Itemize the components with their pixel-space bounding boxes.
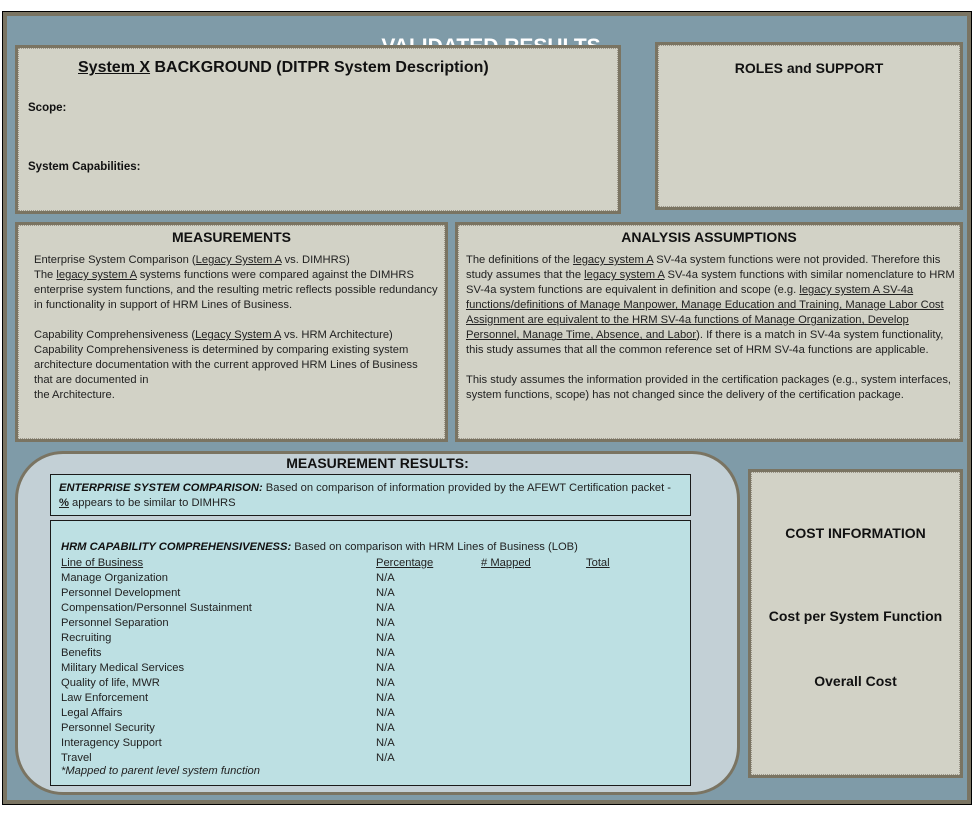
overall-cost-label: Overall Cost bbox=[814, 673, 897, 689]
analysis-assumptions-title: ANALYSIS ASSUMPTIONS bbox=[621, 229, 797, 245]
text-fragment: ). If there is a match in SV-4a system functionality, this study assumes that all the common reference set of HRM SV-4a functions are applicable. bbox=[466, 329, 944, 356]
enterprise-comparison-label: ENTERPRISE SYSTEM COMPARISON: bbox=[59, 482, 263, 494]
line-of-business-cell: Personnel Security bbox=[61, 722, 155, 734]
legacy-system-a-link: Legacy System A bbox=[195, 254, 282, 266]
table-row bbox=[61, 601, 681, 616]
text-fragment: Capability Comprehensiveness ( bbox=[34, 329, 196, 341]
measurement-results-title: MEASUREMENT RESULTS: bbox=[286, 455, 469, 471]
table-header-row bbox=[61, 556, 681, 571]
percentage-cell: N/A bbox=[376, 617, 395, 629]
line-of-business-cell: Recruiting bbox=[61, 632, 112, 644]
capability-comprehensiveness-description: Capability Comprehensiveness is determined by comparing existing system architecture documentation with the current approved HRM Lines of Business that are documented in bbox=[34, 344, 418, 386]
measurements-panel bbox=[15, 222, 448, 442]
hrm-capability-heading bbox=[61, 541, 578, 553]
text-fragment: Based on comparison of information provided by the AFEWT Certification packet - bbox=[262, 482, 672, 494]
table-row bbox=[61, 721, 681, 736]
line-of-business-cell: Personnel Separation bbox=[61, 617, 169, 629]
percentage-cell: N/A bbox=[376, 587, 395, 599]
table-row bbox=[61, 691, 681, 706]
percentage-cell: N/A bbox=[376, 737, 395, 749]
percentage-cell: N/A bbox=[376, 647, 395, 659]
text-fragment: systems functions were compared against the DIMHRS enterprise system functions, and the resulting metric reflects possible redundancy in functionality in support of HRM Lines of Business. bbox=[34, 269, 438, 311]
percentage-cell: N/A bbox=[376, 602, 395, 614]
assumptions-text bbox=[466, 253, 956, 403]
table-row bbox=[61, 736, 681, 751]
table-row bbox=[61, 676, 681, 691]
percentage-cell: N/A bbox=[376, 677, 395, 689]
line-of-business-cell: Personnel Development bbox=[61, 587, 181, 599]
percentage-cell: N/A bbox=[376, 722, 395, 734]
background-panel bbox=[15, 45, 621, 214]
enterprise-comparison-heading bbox=[34, 253, 444, 268]
line-of-business-cell: Travel bbox=[61, 752, 92, 764]
line-of-business-cell: Military Medical Services bbox=[61, 662, 185, 674]
text-fragment: The bbox=[34, 269, 57, 281]
roles-support-panel bbox=[655, 42, 963, 210]
cost-per-system-function-label: Cost per System Function bbox=[768, 608, 943, 624]
scope-label: Scope: bbox=[28, 102, 67, 114]
percentage-cell: N/A bbox=[376, 572, 395, 584]
cost-information-panel bbox=[748, 469, 963, 778]
capability-comprehensiveness-heading bbox=[34, 328, 444, 343]
enterprise-comparison-description bbox=[34, 268, 444, 313]
percentage-cell: N/A bbox=[376, 632, 395, 644]
hrm-capability-box bbox=[50, 520, 691, 786]
table-row bbox=[61, 586, 681, 601]
text-fragment: SV-4a system functions were not provided. Therefore this study assumes that the bbox=[466, 254, 941, 281]
text-fragment: SV-4a system functions with similar nomenclature to HRM SV-4a system functions are equivalent in definition and scope (e.g. bbox=[466, 269, 955, 296]
assumption-paragraph-1 bbox=[466, 253, 956, 358]
percentage-cell: N/A bbox=[376, 662, 395, 674]
column-header-total: Total bbox=[586, 557, 610, 569]
legacy-system-a-link: legacy system A bbox=[572, 254, 654, 266]
column-header-mapped: # Mapped bbox=[481, 557, 531, 569]
text-fragment: vs. DIMHRS) bbox=[281, 254, 350, 266]
text-fragment: Based on comparison with HRM Lines of Business (LOB) bbox=[291, 541, 578, 553]
percentage-cell: N/A bbox=[376, 752, 395, 764]
legacy-system-a-link: legacy system A bbox=[584, 269, 665, 281]
table-row bbox=[61, 661, 681, 676]
percentage-cell: N/A bbox=[376, 692, 395, 704]
text-fragment: appears to be similar to DIMHRS bbox=[68, 497, 236, 509]
line-of-business-cell: Interagency Support bbox=[61, 737, 162, 749]
table-row bbox=[61, 706, 681, 721]
hrm-capability-label: HRM CAPABILITY COMPREHENSIVENESS: bbox=[61, 541, 292, 553]
measurements-text bbox=[34, 253, 444, 403]
capability-comprehensiveness-last-line: the Architecture. bbox=[34, 389, 115, 401]
table-footnote: *Mapped to parent level system function bbox=[61, 765, 260, 777]
line-of-business-cell: Compensation/Personnel Sustainment bbox=[61, 602, 252, 614]
legacy-system-a-link: Legacy System A bbox=[195, 329, 281, 341]
analysis-assumptions-panel bbox=[455, 222, 963, 442]
system-name: System X bbox=[78, 59, 151, 76]
text-fragment: vs. HRM Architecture) bbox=[280, 329, 393, 341]
measurements-title: MEASUREMENTS bbox=[171, 229, 291, 245]
line-of-business-cell: Law Enforcement bbox=[61, 692, 149, 704]
enterprise-comparison-box bbox=[50, 474, 691, 516]
cost-information-title: COST INFORMATION bbox=[785, 525, 926, 541]
similarity-percent: % bbox=[59, 497, 69, 509]
assumption-paragraph-2: This study assumes the information provided in the certification packages (e.g., system interfaces, system functions, scope) has not changed since the delivery of the certification package. bbox=[466, 374, 952, 401]
enterprise-comparison-text bbox=[59, 481, 679, 511]
column-header-line-of-business: Line of Business bbox=[61, 557, 144, 569]
table-row bbox=[61, 646, 681, 661]
percentage-cell: N/A bbox=[376, 707, 395, 719]
background-title-rest: BACKGROUND (DITPR System Description) bbox=[150, 59, 489, 76]
column-header-percentage: Percentage bbox=[376, 557, 434, 569]
table-row bbox=[61, 571, 681, 586]
validated-results-frame bbox=[2, 11, 972, 805]
system-capabilities-label: System Capabilities: bbox=[28, 161, 141, 173]
line-of-business-cell: Legal Affairs bbox=[61, 707, 123, 719]
legacy-system-a-link: legacy system A bbox=[56, 269, 137, 281]
table-row bbox=[61, 616, 681, 631]
text-fragment: The definitions of the bbox=[466, 254, 573, 266]
frame-background bbox=[7, 16, 967, 800]
roles-support-title: ROLES and SUPPORT bbox=[734, 60, 884, 76]
line-of-business-cell: Quality of life, MWR bbox=[61, 677, 160, 689]
background-title bbox=[78, 59, 489, 77]
line-of-business-cell: Manage Organization bbox=[61, 572, 168, 584]
table-row bbox=[61, 631, 681, 646]
text-fragment: Enterprise System Comparison ( bbox=[34, 254, 196, 266]
line-of-business-cell: Benefits bbox=[61, 647, 102, 659]
measurement-results-container bbox=[15, 451, 740, 795]
function-equivalence-example: legacy system A SV-4a functions/definitions of Manage Manpower, Manage Education and Training, Manage Labor Cost Assignment are equivalent to the HRM SV-4a functions of Manage Organization, Develop Personnel, Manage Time, Absence, and Labor bbox=[466, 284, 944, 341]
table-row bbox=[61, 751, 681, 766]
